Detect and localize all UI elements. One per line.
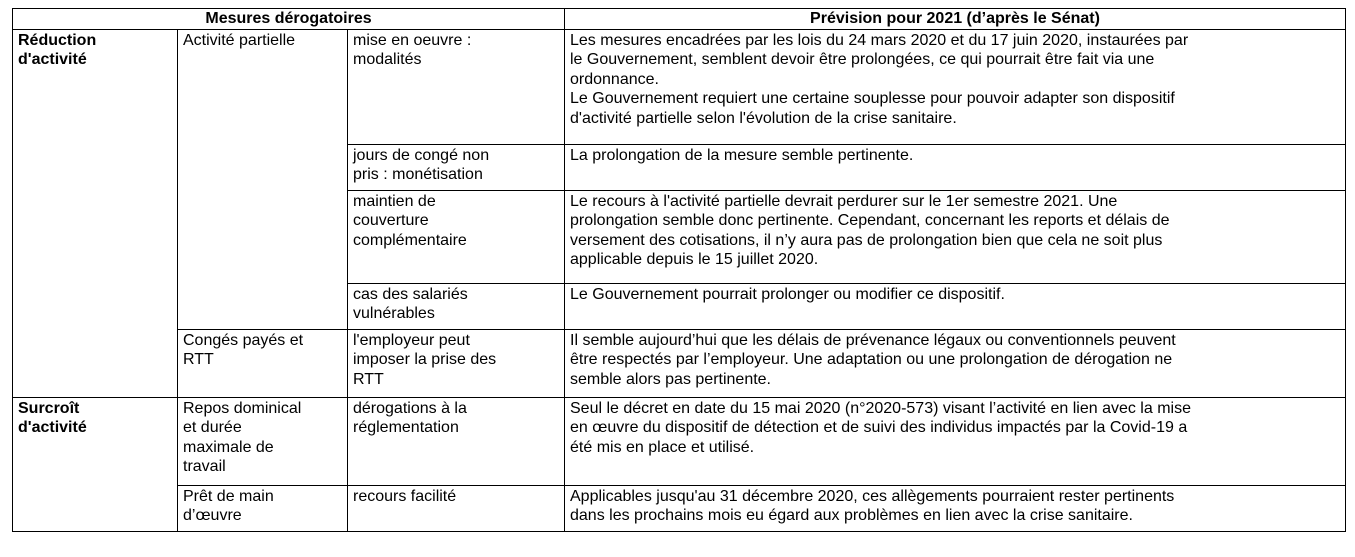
forecast-cell: Il semble aujourd’hui que les délais de prévenance légaux ou conventionnels peuvent être respectés par l’employeur. Une adaptation ou une prolongation de dérogation ne semble alors pas pertinente. (565, 329, 1346, 397)
measure-cell: Congés payés et RTT (178, 329, 348, 397)
forecast-cell: Seul le décret en date du 15 mai 2020 (n°2020-573) visant l’activité en lien avec la mise en œuvre du dispositif de détection et de suivi des individus impactés par la Covid-19 a été mis en place et utilisé. (565, 397, 1346, 485)
category-cell: Réduction d'activité (13, 29, 178, 397)
detail-cell: dérogations à la réglementation (348, 397, 565, 485)
forecast-cell: Les mesures encadrées par les lois du 24 mars 2020 et du 17 juin 2020, instaurées par le Gouvernement, semblent devoir être prolongées, ce qui pourrait être fait via une ordonnance. Le Gouvernement requiert une certaine souplesse pour pouvoir adapter son dispositif d'activité partielle selon l'évolution de la crise sanitaire. (565, 29, 1346, 144)
table-header-row (13, 9, 1346, 30)
table-row (13, 485, 1346, 531)
detail-cell: l'employeur peut imposer la prise des RTT (348, 329, 565, 397)
detail-cell: maintien de couverture complémentaire (348, 190, 565, 283)
measure-cell: Activité partielle (178, 29, 348, 329)
header-prevision: Prévision pour 2021 (d’après le Sénat) (565, 9, 1346, 30)
forecast-cell: Le Gouvernement pourrait prolonger ou modifier ce dispositif. (565, 283, 1346, 329)
table-row (13, 397, 1346, 485)
measure-cell: Prêt de main d’œuvre (178, 485, 348, 531)
detail-cell: jours de congé non pris : monétisation (348, 144, 565, 190)
forecast-cell: La prolongation de la mesure semble pertinente. (565, 144, 1346, 190)
derogations-table (12, 8, 1346, 532)
measure-cell: Repos dominical et durée maximale de travail (178, 397, 348, 485)
category-cell: Surcroît d'activité (13, 397, 178, 531)
forecast-cell: Le recours à l'activité partielle devrait perdurer sur le 1er semestre 2021. Une prolongation semble donc pertinente. Cependant, concernant les reports et délais de versement des cotisations, il n’y aura pas de prolongation bien que cela ne soit plus applicable depuis le 15 juillet 2020. (565, 190, 1346, 283)
detail-cell: cas des salariés vulnérables (348, 283, 565, 329)
header-mesures: Mesures dérogatoires (13, 9, 565, 30)
table-row (13, 329, 1346, 397)
detail-cell: recours facilité (348, 485, 565, 531)
forecast-cell: Applicables jusqu'au 31 décembre 2020, ces allègements pourraient rester pertinents dans les prochains mois eu égard aux problèmes en lien avec la crise sanitaire. (565, 485, 1346, 531)
table-row (13, 29, 1346, 144)
detail-cell: mise en oeuvre : modalités (348, 29, 565, 144)
